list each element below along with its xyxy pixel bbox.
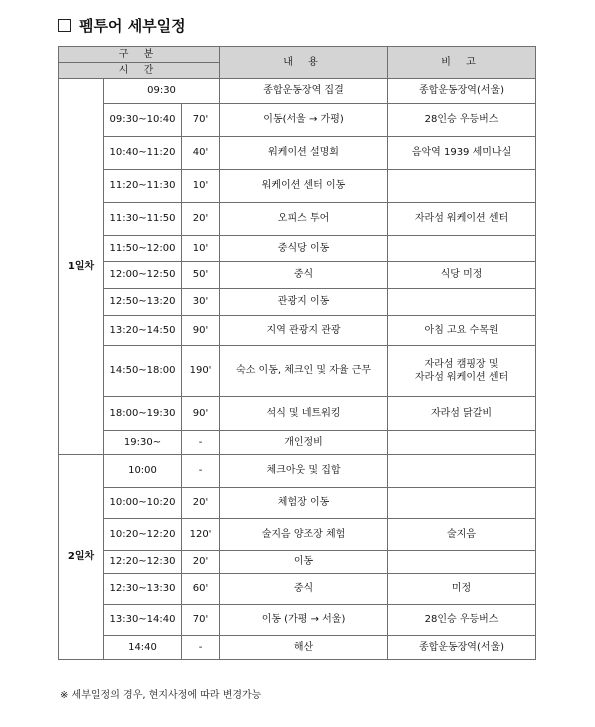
table-row [59,79,536,104]
duration-cell: 30' [182,289,220,316]
remark-cell [388,551,536,574]
time-cell: 12:00~12:50 [104,262,182,289]
duration-cell: - [182,431,220,455]
duration-cell: 90' [182,316,220,346]
content-cell: 중식 [220,262,388,289]
remark-cell: 음악역 1939 세미나실 [388,137,536,170]
footnote: ※ 세부일정의 경우, 현지사정에 따라 변경가능 [60,690,262,701]
duration-cell: 120' [182,519,220,551]
remark-cell [388,236,536,262]
remark-cell [388,488,536,519]
header-remark: 비 고 [388,47,536,79]
header-time: 시 간 [59,63,220,79]
time-cell: 12:30~13:30 [104,574,182,605]
time-cell: 09:30~10:40 [104,104,182,137]
schedule-body [59,79,536,660]
content-cell: 숙소 이동, 체크인 및 자율 근무 [220,346,388,397]
time-cell: 12:50~13:20 [104,289,182,316]
duration-cell: 10' [182,170,220,203]
time-cell: 13:30~14:40 [104,605,182,636]
remark-cell: 아침 고요 수목원 [388,316,536,346]
remark-cell: 28인승 우등버스 [388,104,536,137]
table-row [59,551,536,574]
remark-cell: 28인승 우등버스 [388,605,536,636]
duration-cell: 20' [182,551,220,574]
content-cell: 해산 [220,636,388,660]
table-row [59,170,536,203]
content-cell: 이동 (가평 → 서울) [220,605,388,636]
content-cell: 관광지 이동 [220,289,388,316]
remark-cell: 식당 미정 [388,262,536,289]
table-row [59,262,536,289]
time-cell: 10:00 [104,455,182,488]
time-cell: 11:20~11:30 [104,170,182,203]
table-row [59,636,536,660]
table-row [59,519,536,551]
duration-cell: 20' [182,488,220,519]
content-cell: 이동(서울 → 가평) [220,104,388,137]
day-label: 2일차 [59,455,104,660]
header-row-category [59,47,536,63]
content-cell: 술지음 양조장 체험 [220,519,388,551]
table-row [59,605,536,636]
remark-cell: 자라섬 닭갈비 [388,397,536,431]
table-row [59,203,536,236]
remark-cell: 종합운동장역(서울) [388,636,536,660]
duration-cell: 70' [182,104,220,137]
content-cell: 석식 및 네트워킹 [220,397,388,431]
time-cell: 18:00~19:30 [104,397,182,431]
content-cell: 지역 관광지 관광 [220,316,388,346]
time-cell: 19:30~ [104,431,182,455]
table-row [59,431,536,455]
duration-cell: 190' [182,346,220,397]
duration-cell: 70' [182,605,220,636]
table-row [59,316,536,346]
page-title [58,14,186,36]
content-cell: 워케이션 센터 이동 [220,170,388,203]
time-cell: 09:30 [104,79,220,104]
content-cell: 개인정비 [220,431,388,455]
remark-cell: 종합운동장역(서울) [388,79,536,104]
duration-cell: - [182,455,220,488]
table-row [59,236,536,262]
remark-cell [388,346,536,397]
content-cell: 이동 [220,551,388,574]
checkbox-square-icon [58,19,71,32]
time-cell: 11:30~11:50 [104,203,182,236]
table-row [59,104,536,137]
remark-line: 자라섬 캠핑장 및 [424,358,499,370]
content-cell: 체크아웃 및 집합 [220,455,388,488]
duration-cell: 60' [182,574,220,605]
remark-cell [388,455,536,488]
page-title-text: 펨투어 세부일정 [79,16,186,35]
content-cell: 체험장 이동 [220,488,388,519]
time-cell: 12:20~12:30 [104,551,182,574]
table-row [59,346,536,397]
time-cell: 10:20~12:20 [104,519,182,551]
time-cell: 14:50~18:00 [104,346,182,397]
content-cell: 중식당 이동 [220,236,388,262]
day-label: 1일차 [59,79,104,455]
content-cell: 오피스 투어 [220,203,388,236]
remark-cell: 자라섬 워케이션 센터 [388,203,536,236]
header-content: 내 용 [220,47,388,79]
time-cell: 11:50~12:00 [104,236,182,262]
table-row [59,574,536,605]
duration-cell: 40' [182,137,220,170]
time-cell: 14:40 [104,636,182,660]
content-cell: 중식 [220,574,388,605]
remark-cell [388,431,536,455]
remark-cell [388,170,536,203]
remark-line: 자라섬 워케이션 센터 [414,372,509,383]
duration-cell: 10' [182,236,220,262]
schedule-table [58,46,536,660]
content-cell: 워케이션 설명회 [220,137,388,170]
time-cell: 10:00~10:20 [104,488,182,519]
duration-cell: 90' [182,397,220,431]
table-row [59,289,536,316]
table-row [59,397,536,431]
remark-cell: 미정 [388,574,536,605]
header-category: 구 분 [59,47,220,63]
remark-cell [388,289,536,316]
duration-cell: 20' [182,203,220,236]
duration-cell: - [182,636,220,660]
time-cell: 13:20~14:50 [104,316,182,346]
table-row [59,488,536,519]
table-row [59,137,536,170]
content-cell: 종합운동장역 집결 [220,79,388,104]
table-row [59,455,536,488]
duration-cell: 50' [182,262,220,289]
remark-cell: 술지음 [388,519,536,551]
time-cell: 10:40~11:20 [104,137,182,170]
